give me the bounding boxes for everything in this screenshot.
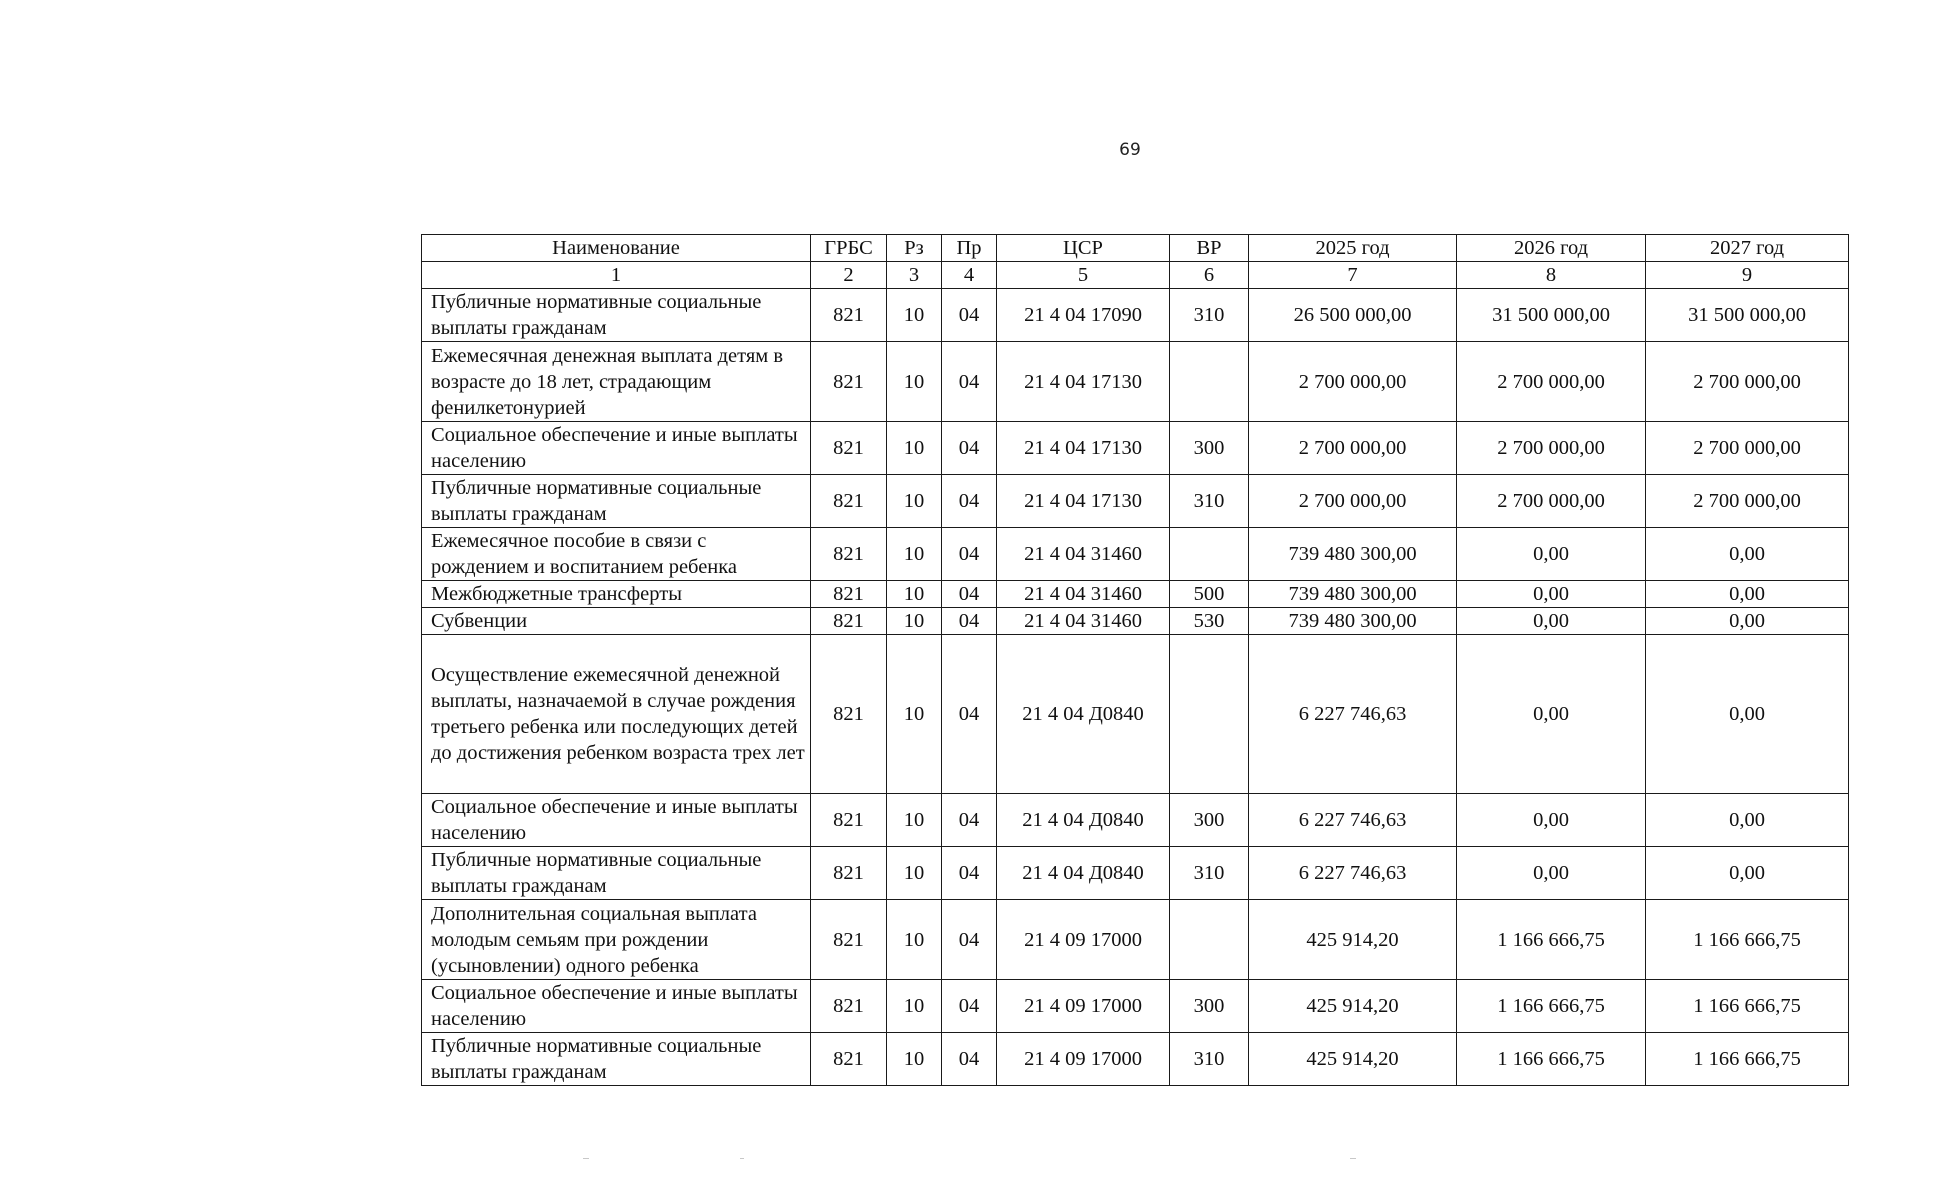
row-amount-2026: 1 166 666,75 (1457, 980, 1646, 1033)
column-number: 2 (811, 262, 887, 289)
row-rz: 10 (887, 900, 942, 980)
scan-artifact-mark (1350, 1158, 1356, 1159)
row-grbs: 821 (811, 581, 887, 608)
budget-table (421, 234, 1849, 1086)
row-pr: 04 (942, 528, 997, 581)
row-amount-2026: 31 500 000,00 (1457, 289, 1646, 342)
table-row (422, 900, 1849, 980)
column-header-grbs: ГРБС (811, 235, 887, 262)
row-pr: 04 (942, 980, 997, 1033)
row-amount-2026: 0,00 (1457, 794, 1646, 847)
row-amount-2026: 2 700 000,00 (1457, 342, 1646, 422)
row-amount-2027: 0,00 (1646, 528, 1849, 581)
row-name: Осуществление ежемесячной денежной выплаты, назначаемой в случае рождения третьего ребенка или последующих детей до достижения ребенком возраста трех лет (422, 635, 811, 794)
table-row (422, 608, 1849, 635)
row-csr: 21 4 04 17130 (997, 342, 1170, 422)
row-vr (1170, 900, 1249, 980)
row-csr: 21 4 09 17000 (997, 900, 1170, 980)
row-name: Ежемесячная денежная выплата детям в возрасте до 18 лет, страдающим фенилкетонурией (422, 342, 811, 422)
column-header-name: Наименование (422, 235, 811, 262)
column-header-rz: Рз (887, 235, 942, 262)
page-number: 69 (1119, 140, 1141, 160)
table-row (422, 980, 1849, 1033)
column-number: 7 (1249, 262, 1457, 289)
column-number: 4 (942, 262, 997, 289)
row-name: Социальное обеспечение и иные выплаты населению (422, 980, 811, 1033)
row-amount-2025: 425 914,20 (1249, 1033, 1457, 1086)
row-csr: 21 4 09 17000 (997, 1033, 1170, 1086)
row-pr: 04 (942, 794, 997, 847)
row-csr: 21 4 04 17130 (997, 422, 1170, 475)
row-amount-2025: 2 700 000,00 (1249, 475, 1457, 528)
row-csr: 21 4 04 17090 (997, 289, 1170, 342)
row-amount-2027: 31 500 000,00 (1646, 289, 1849, 342)
scan-artifact-mark (740, 1158, 744, 1159)
row-name: Межбюджетные трансферты (422, 581, 811, 608)
row-rz: 10 (887, 608, 942, 635)
column-number-row (422, 262, 1849, 289)
row-csr: 21 4 04 Д0840 (997, 847, 1170, 900)
scan-artifact-mark (583, 1158, 589, 1159)
row-amount-2025: 425 914,20 (1249, 900, 1457, 980)
row-amount-2025: 6 227 746,63 (1249, 635, 1457, 794)
table-row (422, 422, 1849, 475)
row-grbs: 821 (811, 900, 887, 980)
row-vr: 310 (1170, 289, 1249, 342)
row-rz: 10 (887, 794, 942, 847)
row-csr: 21 4 04 31460 (997, 581, 1170, 608)
row-rz: 10 (887, 475, 942, 528)
row-amount-2026: 0,00 (1457, 581, 1646, 608)
row-grbs: 821 (811, 635, 887, 794)
row-vr: 300 (1170, 980, 1249, 1033)
row-grbs: 821 (811, 342, 887, 422)
row-amount-2025: 6 227 746,63 (1249, 794, 1457, 847)
row-amount-2027: 2 700 000,00 (1646, 342, 1849, 422)
column-header-pr: Пр (942, 235, 997, 262)
row-name: Социальное обеспечение и иные выплаты населению (422, 794, 811, 847)
row-amount-2026: 0,00 (1457, 635, 1646, 794)
table-row (422, 635, 1849, 794)
row-amount-2025: 739 480 300,00 (1249, 581, 1457, 608)
row-grbs: 821 (811, 289, 887, 342)
row-amount-2025: 739 480 300,00 (1249, 528, 1457, 581)
row-grbs: 821 (811, 608, 887, 635)
row-amount-2027: 2 700 000,00 (1646, 422, 1849, 475)
row-name: Ежемесячное пособие в связи с рождением и воспитанием ребенка (422, 528, 811, 581)
row-amount-2026: 2 700 000,00 (1457, 475, 1646, 528)
row-grbs: 821 (811, 1033, 887, 1086)
row-rz: 10 (887, 422, 942, 475)
row-csr: 21 4 04 Д0840 (997, 794, 1170, 847)
row-amount-2026: 0,00 (1457, 608, 1646, 635)
column-header-2025: 2025 год (1249, 235, 1457, 262)
row-amount-2026: 0,00 (1457, 847, 1646, 900)
row-amount-2026: 1 166 666,75 (1457, 1033, 1646, 1086)
row-pr: 04 (942, 608, 997, 635)
row-amount-2025: 2 700 000,00 (1249, 342, 1457, 422)
row-name: Публичные нормативные социальные выплаты гражданам (422, 475, 811, 528)
row-csr: 21 4 04 31460 (997, 528, 1170, 581)
row-pr: 04 (942, 342, 997, 422)
column-number: 8 (1457, 262, 1646, 289)
row-amount-2025: 2 700 000,00 (1249, 422, 1457, 475)
row-vr (1170, 342, 1249, 422)
row-csr: 21 4 04 31460 (997, 608, 1170, 635)
table-row (422, 475, 1849, 528)
table-row (422, 1033, 1849, 1086)
row-vr: 300 (1170, 422, 1249, 475)
row-amount-2027: 1 166 666,75 (1646, 900, 1849, 980)
row-pr: 04 (942, 1033, 997, 1086)
column-number: 1 (422, 262, 811, 289)
row-vr (1170, 635, 1249, 794)
row-pr: 04 (942, 289, 997, 342)
row-vr: 500 (1170, 581, 1249, 608)
row-rz: 10 (887, 847, 942, 900)
row-pr: 04 (942, 581, 997, 608)
row-amount-2027: 0,00 (1646, 847, 1849, 900)
row-amount-2027: 1 166 666,75 (1646, 1033, 1849, 1086)
row-vr: 530 (1170, 608, 1249, 635)
row-name: Субвенции (422, 608, 811, 635)
row-pr: 04 (942, 847, 997, 900)
row-csr: 21 4 04 Д0840 (997, 635, 1170, 794)
row-rz: 10 (887, 342, 942, 422)
row-vr: 310 (1170, 475, 1249, 528)
row-rz: 10 (887, 980, 942, 1033)
row-amount-2025: 425 914,20 (1249, 980, 1457, 1033)
row-amount-2027: 0,00 (1646, 794, 1849, 847)
row-rz: 10 (887, 581, 942, 608)
row-rz: 10 (887, 1033, 942, 1086)
row-grbs: 821 (811, 422, 887, 475)
row-grbs: 821 (811, 980, 887, 1033)
row-csr: 21 4 04 17130 (997, 475, 1170, 528)
table-row (422, 847, 1849, 900)
row-rz: 10 (887, 289, 942, 342)
row-pr: 04 (942, 422, 997, 475)
table-row (422, 528, 1849, 581)
table-row (422, 289, 1849, 342)
row-name: Социальное обеспечение и иные выплаты населению (422, 422, 811, 475)
row-amount-2027: 2 700 000,00 (1646, 475, 1849, 528)
row-name: Публичные нормативные социальные выплаты гражданам (422, 289, 811, 342)
row-amount-2025: 739 480 300,00 (1249, 608, 1457, 635)
column-number: 9 (1646, 262, 1849, 289)
row-rz: 10 (887, 528, 942, 581)
row-pr: 04 (942, 475, 997, 528)
column-number: 6 (1170, 262, 1249, 289)
row-vr (1170, 528, 1249, 581)
row-amount-2026: 0,00 (1457, 528, 1646, 581)
row-name: Публичные нормативные социальные выплаты гражданам (422, 1033, 811, 1086)
table-row (422, 342, 1849, 422)
row-amount-2026: 2 700 000,00 (1457, 422, 1646, 475)
row-pr: 04 (942, 900, 997, 980)
row-grbs: 821 (811, 847, 887, 900)
row-name: Публичные нормативные социальные выплаты гражданам (422, 847, 811, 900)
table-row (422, 794, 1849, 847)
row-amount-2027: 1 166 666,75 (1646, 980, 1849, 1033)
row-rz: 10 (887, 635, 942, 794)
row-csr: 21 4 09 17000 (997, 980, 1170, 1033)
column-header-csr: ЦСР (997, 235, 1170, 262)
row-vr: 310 (1170, 1033, 1249, 1086)
row-grbs: 821 (811, 794, 887, 847)
row-pr: 04 (942, 635, 997, 794)
row-name: Дополнительная социальная выплата молодым семьям при рождении (усыновлении) одного ребенка (422, 900, 811, 980)
row-amount-2027: 0,00 (1646, 608, 1849, 635)
column-header-2027: 2027 год (1646, 235, 1849, 262)
row-amount-2025: 6 227 746,63 (1249, 847, 1457, 900)
row-amount-2027: 0,00 (1646, 635, 1849, 794)
row-amount-2025: 26 500 000,00 (1249, 289, 1457, 342)
row-amount-2026: 1 166 666,75 (1457, 900, 1646, 980)
row-grbs: 821 (811, 475, 887, 528)
column-header-vr: ВР (1170, 235, 1249, 262)
table-header-row (422, 235, 1849, 262)
column-header-2026: 2026 год (1457, 235, 1646, 262)
column-number: 5 (997, 262, 1170, 289)
table-row (422, 581, 1849, 608)
column-number: 3 (887, 262, 942, 289)
row-vr: 300 (1170, 794, 1249, 847)
row-grbs: 821 (811, 528, 887, 581)
row-amount-2027: 0,00 (1646, 581, 1849, 608)
row-vr: 310 (1170, 847, 1249, 900)
